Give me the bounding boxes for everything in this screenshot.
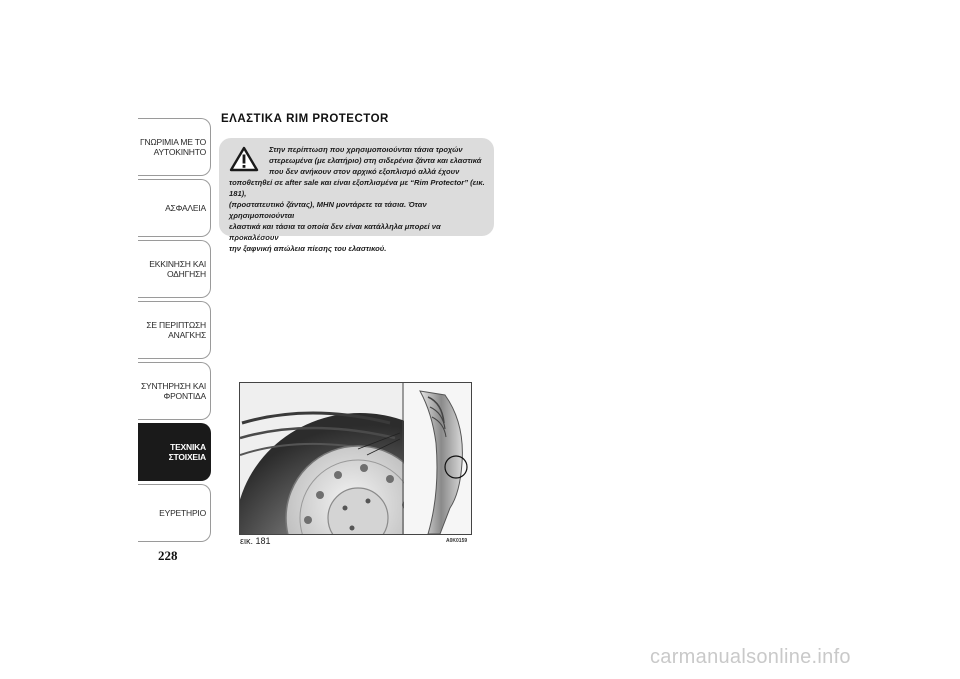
tab-emergency[interactable]: ΣΕ ΠΕΡΙΠΤΩΣΗ ΑΝΑΓΚΗΣ	[138, 301, 211, 359]
warning-text	[229, 144, 486, 254]
warning-line: που δεν ανήκουν στον αρχικό εξοπλισμό αλλά έχουν	[269, 167, 460, 176]
tab-maintenance-care[interactable]: ΣΥΝΤΗΡΗΣΗ ΚΑΙ ΦΡΟΝΤΙΔΑ	[138, 362, 211, 420]
tab-getting-to-know-car[interactable]: ΓΝΩΡΙΜΙΑ ΜΕ ΤΟ ΑΥΤΟΚΙΝΗΤΟ	[138, 118, 211, 176]
tab-index[interactable]: ΕΥΡΕΤΗΡΙΟ	[138, 484, 211, 542]
tyre-illustration	[240, 383, 471, 534]
warning-line: στερεωμένα (με ελατήριο) στη σιδερένια ζάντα και ελαστικά	[269, 156, 482, 165]
tab-safety[interactable]: ΑΣΦΑΛΕΙΑ	[138, 179, 211, 237]
figure-tyre-rim-protector	[239, 382, 472, 535]
page-number: 228	[158, 548, 178, 563]
warning-line: (προστατευτικό ζάντας), ΜΗΝ μοντάρετε τα τάσια. Όταν χρησιμοποιούνται	[229, 200, 427, 220]
watermark[interactable]: carmanualsonline.info	[650, 646, 851, 668]
figure-caption: εικ. 181	[240, 536, 271, 546]
page-heading: ΕΛΑΣΤΙΚΑ RIM PROTECTOR	[221, 113, 389, 125]
tab-technical-data[interactable]: ΤΕΧΝΙΚΑ ΣΤΟΙΧΕΙΑ	[138, 423, 211, 481]
warning-box	[219, 138, 494, 253]
figure-code: A0K0159	[446, 538, 468, 544]
warning-line: ελαστικά και τάσια τα οποία δεν είναι κατάλληλα μπορεί να προκαλέσουν	[229, 222, 441, 242]
warning-line: την ξαφνική απώλεια πίεσης του ελαστικού.	[229, 244, 387, 253]
warning-line: Στην περίπτωση που χρησιμοποιούνται τάσια τροχών	[269, 145, 463, 154]
tab-starting-driving[interactable]: ΕΚΚΙΝΗΣΗ ΚΑΙ ΟΔΗΓΗΣΗ	[138, 240, 211, 298]
warning-line: τοποθετηθεί σε after sale και είναι εξοπλισμένα με “Rim Protector” (εικ. 181),	[229, 178, 485, 198]
